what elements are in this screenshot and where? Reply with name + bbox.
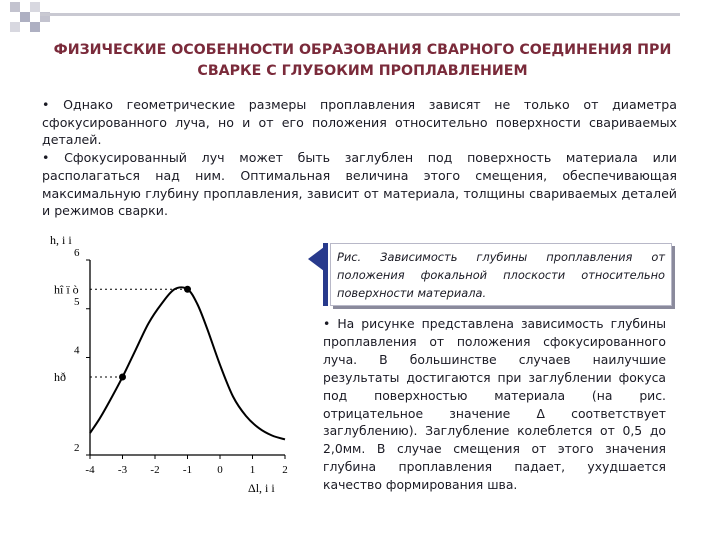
- x-tick-label: -2: [150, 464, 160, 476]
- explanation-text: [323, 315, 666, 494]
- intro-paragraph: • Сфокусированный луч может быть заглублен под поверхность материала или располагаться над ним. Оптимальная величина этого смещения, обеспечивающая максимальную глубину проплавления, зависит от материала, толщины свариваемых деталей и режимов сварки.: [42, 150, 677, 219]
- x-tick-label: 0: [217, 464, 223, 476]
- decor-square: [30, 22, 40, 32]
- caption-accent-bar: [323, 243, 328, 306]
- x-tick-label: -3: [117, 464, 128, 476]
- x-tick-label: -1: [182, 464, 193, 476]
- y-tick-label: 4: [74, 344, 80, 357]
- data-point: [119, 374, 126, 381]
- x-tick-label: 1: [249, 464, 256, 476]
- decor-square: [10, 2, 20, 12]
- y-tick-label: 5: [74, 295, 80, 308]
- header-rule: [40, 13, 680, 16]
- explanation-paragraph: • На рисунке представлена зависимость глубины проплавления от положения сфокусированного луча. В большинстве случаев наилучшие результаты достигаются при заглублении фокуса под поверхностью материала (на рис. отрицательное значение Δ соответствует заглублению). Заглубление колеблется от 0,5 до 2,0мм. В случае смещения от этого значения глубина проплавления падает, ухудшается качество формирования шва.: [323, 316, 666, 493]
- slide-title: ФИЗИЧЕСКИЕ ОСОБЕННОСТИ ОБРАЗОВАНИЯ СВАРНОГО СОЕДИНЕНИЯ ПРИ СВАРКЕ С ГЛУБОКИМ ПРОПЛАВЛЕНИЕМ: [53, 42, 672, 79]
- depth-curve: [90, 287, 285, 439]
- depth-vs-focus-chart: [30, 230, 300, 505]
- intro-text: [42, 96, 677, 220]
- point-label: hð: [54, 370, 66, 384]
- y-tick-label: 6: [74, 247, 80, 259]
- caption-arrow-icon: [308, 247, 324, 271]
- y-axis-label: h, і і: [50, 233, 72, 247]
- decor-square: [20, 12, 30, 22]
- y-tick-label: 2: [74, 442, 80, 454]
- x-axis-label: Δl, і і: [248, 481, 275, 495]
- intro-paragraph: • Однако геометрические размеры проплавления зависят не только от диаметра сфокусированного луча, но и от его положения относительно поверхности свариваемых деталей.: [42, 97, 677, 148]
- point-label: hî ï ò: [54, 282, 79, 297]
- decor-square: [10, 22, 20, 32]
- decor-square: [30, 2, 40, 12]
- x-tick-label: -4: [85, 464, 95, 476]
- data-point: [184, 286, 191, 293]
- figure-caption: Рис. Зависимость глубины проплавления от положения фокальной плоскости относительно поверхности материала.: [330, 243, 672, 306]
- x-tick-label: 2: [282, 464, 288, 476]
